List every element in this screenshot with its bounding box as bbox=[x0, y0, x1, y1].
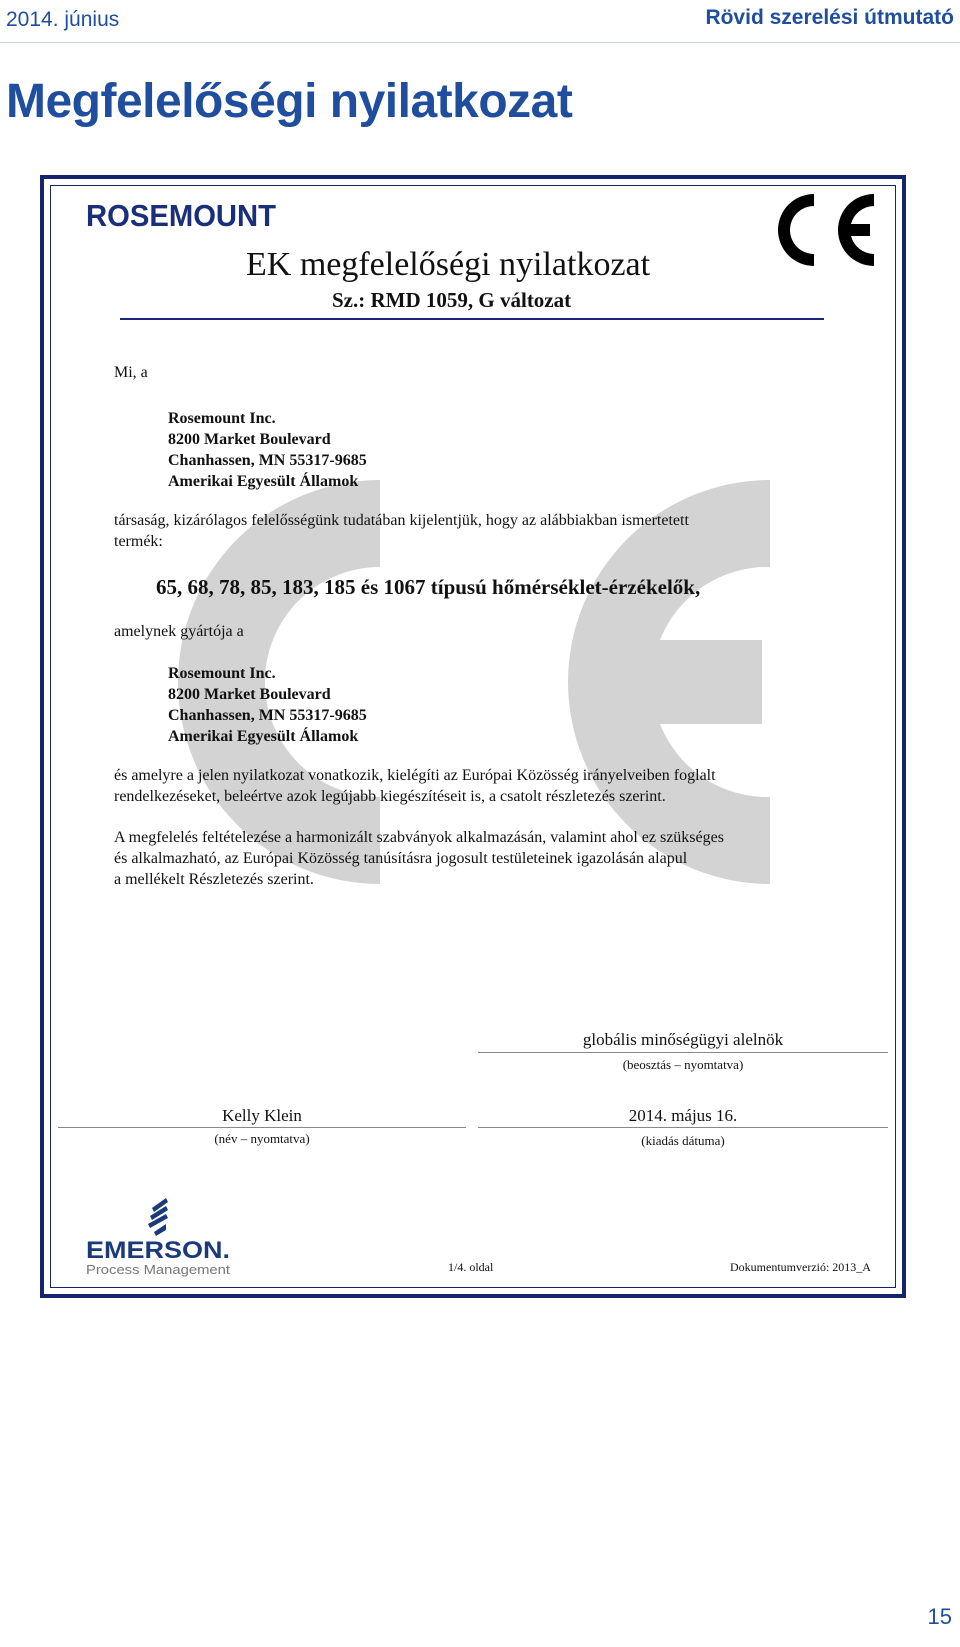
address-line: 8200 Market Boulevard bbox=[168, 431, 331, 448]
certificate-subtitle: Sz.: RMD 1059, G változat bbox=[332, 288, 572, 312]
rosemount-logo bbox=[86, 200, 286, 232]
issue-date-caption: (kiadás dátuma) bbox=[641, 1133, 725, 1148]
conformity-paragraph-line: és amelyre a jelen nyilatkozat vonatkozik, kielégíti az Európai Közösség irányelveiben foglalt bbox=[114, 767, 716, 784]
emerson-emblem-icon bbox=[148, 1198, 168, 1236]
emerson-logo bbox=[86, 1194, 236, 1278]
page-title: Megfelelőségi nyilatkozat bbox=[6, 75, 573, 128]
address-line: Chanhassen, MN 55317-9685 bbox=[168, 452, 367, 469]
conformity-paragraph-line: rendelkezéseket, beleértve azok legújabb kiegészítéseit is, a csatolt részletezés szerint. bbox=[114, 788, 666, 805]
name-caption: (név – nyomtatva) bbox=[214, 1131, 310, 1146]
address-line: 8200 Market Boulevard bbox=[168, 686, 331, 703]
name-rule bbox=[58, 1127, 466, 1128]
presumption-paragraph-line: A megfelelés feltételezése a harmonizált szabványok alkalmazásán, valamint ahol ez szükséges bbox=[114, 829, 724, 846]
address-line: Rosemount Inc. bbox=[168, 410, 276, 427]
declaration-line: társaság, kizárólagos felelősségünk tudatában kijelentjük, hogy az alábbiakban ismertetett bbox=[114, 512, 689, 529]
product-statement: 65, 68, 78, 85, 183, 185 és 1067 típusú hőmérséklet-érzékelők, bbox=[156, 575, 701, 599]
manufacturer-address bbox=[168, 663, 367, 747]
page-number: 15 bbox=[927, 1604, 952, 1629]
emerson-logo-subtext: Process Management bbox=[86, 1262, 231, 1277]
manufacturer-intro: amelynek gyártója a bbox=[114, 623, 244, 640]
address-line: Amerikai Egyesült Államok bbox=[168, 728, 359, 745]
signer-position: globális minőségügyi alelnök bbox=[582, 1030, 784, 1049]
ce-mark-icon bbox=[770, 190, 878, 270]
position-caption: (beosztás – nyomtatva) bbox=[622, 1057, 744, 1072]
certificate-title: EK megfelelőségi nyilatkozat bbox=[246, 246, 651, 283]
signer-name: Kelly Klein bbox=[222, 1106, 302, 1125]
address-line: Chanhassen, MN 55317-9685 bbox=[168, 707, 367, 724]
rosemount-logo-text: ROSEMOUNT bbox=[86, 200, 277, 232]
document-version: Dokumentumverzió: 2013_A bbox=[730, 1260, 871, 1274]
address-line: Rosemount Inc. bbox=[168, 665, 276, 682]
presumption-paragraph-line: a mellékelt Részletezés szerint. bbox=[114, 871, 314, 888]
header-guide-title: Rövid szerelési útmutató bbox=[705, 6, 954, 29]
page-info: 1/4. oldal bbox=[448, 1260, 494, 1274]
title-rule bbox=[120, 318, 824, 320]
header-divider bbox=[0, 42, 960, 43]
company-address bbox=[168, 408, 367, 492]
issue-date-rule bbox=[478, 1127, 888, 1128]
issue-date: 2014. május 16. bbox=[628, 1106, 738, 1125]
presumption-paragraph-line: és alkalmazható, az Európai Közösség tanúsításra jogosult testületeinek igazolásán alapul bbox=[114, 850, 688, 867]
emerson-logo-text: EMERSON. bbox=[86, 1237, 230, 1264]
intro-text: Mi, a bbox=[114, 364, 148, 381]
declaration-line: termék: bbox=[114, 533, 163, 550]
position-rule bbox=[478, 1052, 888, 1053]
address-line: Amerikai Egyesült Államok bbox=[168, 473, 359, 490]
header-date: 2014. június bbox=[6, 8, 120, 31]
